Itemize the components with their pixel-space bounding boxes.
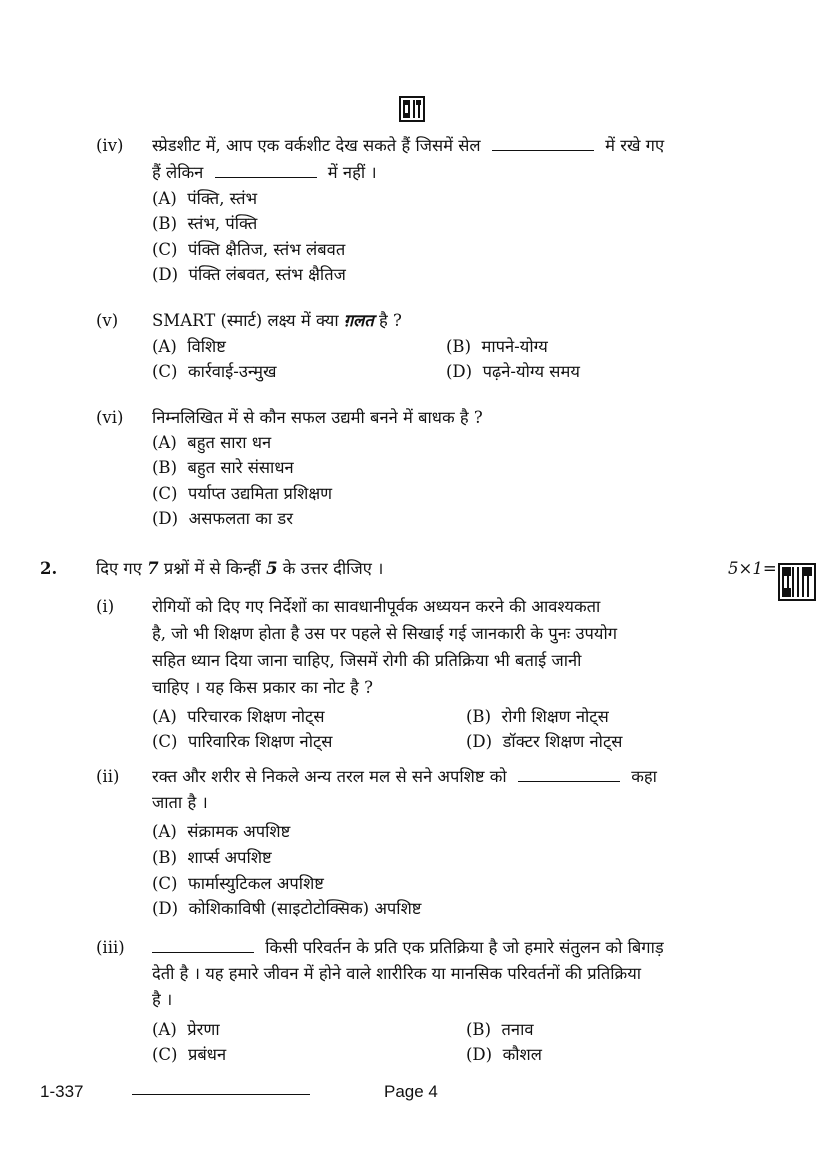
option-2ii-c: (C) फार्मास्युटिकल अपशिष्ट [152, 874, 324, 893]
option-2ii-b: (B) शार्प्स अपशिष्ट [152, 848, 272, 867]
footer-rule [132, 1094, 310, 1095]
option-2iii-c: (C) प्रबंधन [152, 1045, 227, 1064]
question-v-number: (v) [96, 311, 119, 330]
option-2ii-d: (D) कोशिकाविषी (साइटोटोक्सिक) अपशिष्ट [152, 899, 422, 918]
question-vi-number: (vi) [96, 408, 124, 427]
question-iv-text-line2 [152, 160, 377, 186]
question-2iii-line2: देती है । यह हमारे जीवन में होने वाले शारीरिक या मानसिक परिवर्तनों की प्रतिक्रिया [152, 964, 642, 983]
question-2i-line4: चाहिए । यह किस प्रकार का नोट है ? [152, 678, 373, 697]
option-v-b: (B) मापने-योग्य [446, 337, 548, 356]
question-2-instruction: दिए गए 7 प्रश्नों में से किन्हीं 5 के उत्तर दीजिए । [96, 559, 384, 578]
answer-blank [152, 951, 254, 953]
answer-blank [492, 149, 594, 151]
option-2i-d: (D) डॉक्टर शिक्षण नोट्स [466, 732, 623, 751]
question-2i-number: (i) [96, 597, 115, 616]
paper-code: 1-337 [40, 1082, 84, 1101]
option-vi-c: (C) पर्याप्त उद्यमिता प्रशिक्षण [152, 484, 333, 503]
question-2ii-number: (ii) [96, 767, 120, 786]
option-iv-a: (A) पंक्ति, स्तंभ [152, 189, 258, 208]
option-v-a: (A) विशिष्ट [152, 337, 226, 356]
answer-blank [518, 780, 620, 782]
answer-blank [215, 176, 317, 178]
question-vi-text: निम्नलिखित में से कौन सफल उद्यमी बनने में बाधक है ? [152, 408, 483, 427]
qr-code-top [399, 96, 425, 122]
option-v-d: (D) पढ़ने-योग्य समय [446, 362, 580, 381]
marks-label: 5×1= [728, 559, 777, 578]
qr-code-right [778, 563, 816, 601]
question-2i-line1: रोगियों को दिए गए निर्देशों का सावधानीपूर्वक अध्ययन करने की आवश्यकता [152, 597, 601, 616]
question-2iii-number: (iii) [96, 938, 125, 957]
option-2i-b: (B) रोगी शिक्षण नोट्स [466, 707, 609, 726]
question-2iii-line3: है । [152, 990, 173, 1009]
question-2-number: 2. [40, 559, 58, 578]
question-2i-line3: सहित ध्यान दिया जाना चाहिए, जिसमें रोगी की प्रतिक्रिया भी बताई जानी [152, 651, 582, 670]
question-iv-text-b: में रखे गए [605, 136, 665, 155]
option-2iii-b: (B) तनाव [466, 1020, 534, 1039]
option-vi-a: (A) बहुत सारा धन [152, 433, 272, 452]
option-2ii-a: (A) संक्रामक अपशिष्ट [152, 822, 291, 841]
question-2i-line2: है, जो भी शिक्षण होता है उस पर पहले से सिखाई गई जानकारी के पुनः उपयोग [152, 624, 618, 643]
question-2iii-line1: किसी परिवर्तन के प्रति एक प्रतिक्रिया है जो हमारे संतुलन को बिगाड़ [152, 935, 664, 961]
question-2ii-line1: रक्त और शरीर से निकले अन्य तरल मल से सने अपशिष्ट को कहा [152, 767, 657, 786]
option-2i-a: (A) परिचारक शिक्षण नोट्स [152, 707, 325, 726]
question-iv-number: (iv) [96, 136, 124, 155]
option-iv-d: (D) पंक्ति लंबवत, स्तंभ क्षैतिज [152, 265, 346, 284]
option-iv-b: (B) स्तंभ, पंक्ति [152, 214, 258, 233]
emphasis-wrong: ग़लत [343, 311, 374, 330]
question-v-text: SMART (स्मार्ट) लक्ष्य में क्या ग़लत है ? [152, 311, 402, 330]
option-2iii-a: (A) प्रेरणा [152, 1020, 220, 1039]
option-vi-b: (B) बहुत सारे संसाधन [152, 458, 294, 477]
option-v-c: (C) कार्रवाई-उन्मुख [152, 362, 277, 381]
option-2i-c: (C) पारिवारिक शिक्षण नोट्स [152, 732, 333, 751]
question-iv-text-c: हैं लेकिन [152, 163, 204, 182]
question-2ii-line2: जाता है । [152, 793, 208, 812]
page-number: Page 4 [384, 1082, 438, 1101]
question-iv-text-line1 [152, 133, 664, 159]
question-iv-text-d: में नहीं । [327, 163, 377, 182]
option-vi-d: (D) असफलता का डर [152, 509, 293, 528]
question-iv-text-a: स्प्रेडशीट में, आप एक वर्कशीट देख सकते हैं जिसमें सेल [152, 136, 481, 155]
option-2iii-d: (D) कौशल [466, 1045, 542, 1064]
option-iv-c: (C) पंक्ति क्षैतिज, स्तंभ लंबवत [152, 240, 346, 259]
